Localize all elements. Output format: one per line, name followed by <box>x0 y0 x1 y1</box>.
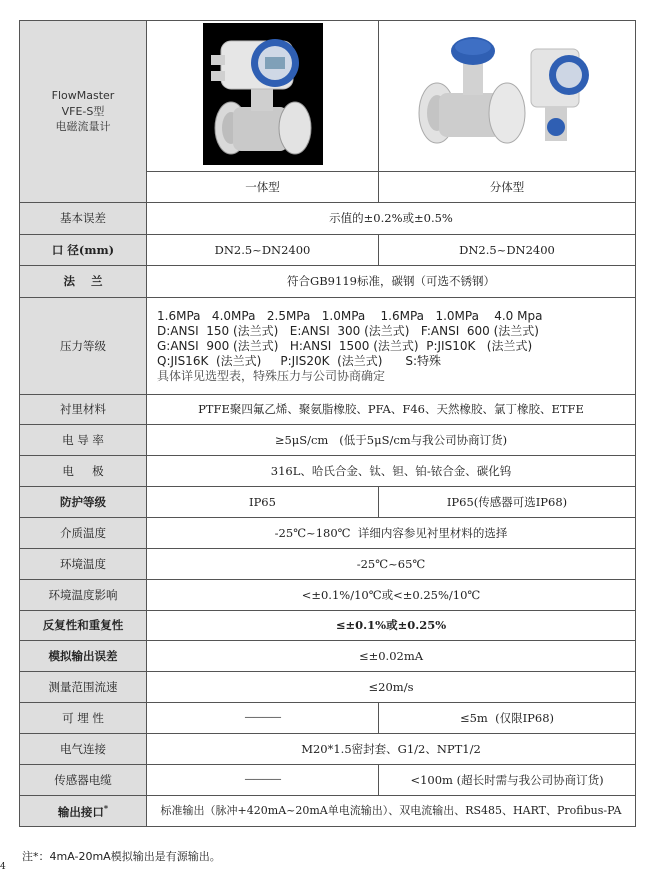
pressure-line: Q:JIS16K (法兰式) P:JIS20K (法兰式) S:特殊 <box>157 353 442 368</box>
value-protection-integral: IP65 <box>147 487 379 518</box>
footnote: 注*：4mA-20mA模拟输出是有源输出。 <box>22 850 221 863</box>
column-integral: 一体型 <box>147 172 379 203</box>
value-velocity: ≤20m/s <box>147 672 636 703</box>
row-label-cable: 传感器电缆 <box>20 765 147 796</box>
spec-table <box>19 20 636 827</box>
pressure-line: G:ANSI 900 (法兰式) H:ANSI 1500 (法兰式) P:JIS10K (法兰式) <box>157 338 533 353</box>
model-name: VFE-S型 <box>61 104 105 118</box>
value-buriable-integral: ———— <box>147 703 379 734</box>
pressure-line: 1.6MPa 4.0MPa 2.5MPa 1.0MPa 1.6MPa 1.0MPa 4.0 Mpa <box>157 308 543 323</box>
pressure-line: D:ANSI 150 (法兰式) E:ANSI 300 (法兰式) F:ANSI 600 (法兰式) <box>157 323 539 338</box>
row-label-electrode: 电 极 <box>20 456 147 487</box>
value-accuracy: 示值的±0.2%或±0.5% <box>147 203 636 235</box>
value-buriable-remote: ≤5m (仅限IP68) <box>379 703 636 734</box>
row-label-electrical: 电气连接 <box>20 734 147 765</box>
integral-photo <box>147 21 379 172</box>
value-electrode: 316L、哈氏合金、钛、钽、铂-铱合金、碳化钨 <box>147 456 636 487</box>
row-label-buriable: 可 埋 性 <box>20 703 147 734</box>
product-name: 电磁流量计 <box>55 120 111 134</box>
row-label-conductivity: 电 导 率 <box>20 425 147 456</box>
value-pressure <box>147 298 636 395</box>
row-label-flange: 法 兰 <box>20 266 147 298</box>
row-label-pressure: 压力等级 <box>20 298 147 395</box>
row-label-protection: 防护等级 <box>20 487 147 518</box>
row-label-ambient-effect: 环境温度影响 <box>20 580 147 611</box>
value-ambient-effect: <±0.1%/10℃或<±0.25%/10℃ <box>147 580 636 611</box>
value-repeatability: ≤±0.1%或±0.25% <box>147 611 636 641</box>
row-label-output <box>20 796 147 827</box>
value-cable-remote: <100m (超长时需与我公司协商订货) <box>379 765 636 796</box>
remote-photo <box>379 21 636 172</box>
row-label-medium-temp: 介质温度 <box>20 518 147 549</box>
value-diameter-integral: DN2.5~DN2400 <box>147 235 379 266</box>
value-diameter-remote: DN2.5~DN2400 <box>379 235 636 266</box>
page-number: 4 <box>0 862 6 872</box>
value-analog-error: ≤±0.02mA <box>147 641 636 672</box>
remote-meter-image <box>407 23 607 165</box>
output-label-text: 输出接口 <box>57 804 104 819</box>
row-label-repeatability: 反复性和重复性 <box>20 611 147 641</box>
row-label-analog-error: 模拟输出误差 <box>20 641 147 672</box>
value-ambient-temp: -25℃~65℃ <box>147 549 636 580</box>
row-label-ambient-temp: 环境温度 <box>20 549 147 580</box>
value-output: 标准输出（脉冲+420mA~20mA单电流输出）、双电流输出、RS485、HART、Profibus-PA <box>147 796 636 827</box>
column-remote: 分体型 <box>379 172 636 203</box>
integral-meter-image <box>203 23 323 165</box>
row-label-lining: 衬里材料 <box>20 395 147 425</box>
value-cable-integral: ———— <box>147 765 379 796</box>
row-label-velocity: 测量范围流速 <box>20 672 147 703</box>
value-lining: PTFE聚四氟乙烯、聚氨脂橡胶、PFA、F46、天然橡胶、氯丁橡胶、ETFE <box>147 395 636 425</box>
footnote-mark: * <box>103 802 109 813</box>
value-protection-remote: IP65(传感器可选IP68) <box>379 487 636 518</box>
product-heading <box>20 21 147 203</box>
pressure-note: 具体详见选型表，特殊压力与公司协商确定 <box>157 368 386 383</box>
value-conductivity: ≥5μS/cm (低于5μS/cm与我公司协商订货) <box>147 425 636 456</box>
value-medium-temp: -25℃~180℃ 详细内容参见衬里材料的选择 <box>147 518 636 549</box>
value-flange: 符合GB9119标准，碳钢（可选不锈钢） <box>147 266 636 298</box>
row-label-accuracy: 基本误差 <box>20 203 147 235</box>
brand-name: FlowMaster <box>51 88 115 102</box>
row-label-diameter: 口 径(mm) <box>20 235 147 266</box>
value-electrical: M20*1.5密封套、G1/2、NPT1/2 <box>147 734 636 765</box>
